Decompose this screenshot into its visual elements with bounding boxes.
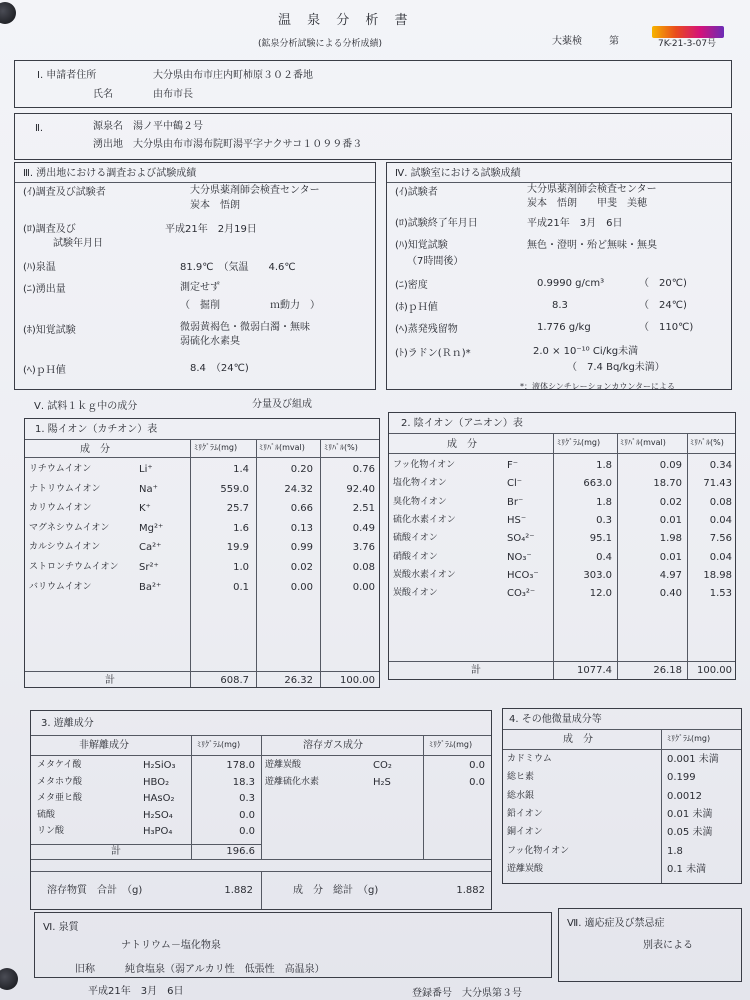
quality-value: ナトリウム－塩化物泉 bbox=[121, 940, 221, 951]
trace-value: 0.199 bbox=[667, 772, 696, 784]
cation-mval: 0.00 bbox=[290, 581, 313, 593]
anion-symbol: CO₃²⁻ bbox=[507, 588, 536, 600]
section-lab-tests bbox=[386, 162, 732, 390]
cation-total-mg: 608.7 bbox=[220, 675, 249, 686]
anion-mval: 4.97 bbox=[659, 569, 682, 581]
anion-name: 硫化水素イオン bbox=[393, 514, 456, 525]
free-h-gas-mg: ﾐﾘｸﾞﾗﾑ(mg) bbox=[429, 740, 473, 749]
cation-total-label: 計 bbox=[105, 675, 115, 686]
anion-total-mval: 26.18 bbox=[653, 665, 682, 676]
lab-tester-org: 大分県薬剤師会検査センター bbox=[527, 184, 657, 195]
lab-date: 平成21年 3月 6日 bbox=[527, 218, 623, 229]
cation-pct: 0.08 bbox=[352, 562, 375, 573]
section-field-tests bbox=[14, 162, 376, 390]
free-mg: 18.3 bbox=[232, 776, 255, 788]
cation-title: 1. 陽イオン（カチオン）表 bbox=[35, 424, 158, 435]
free-mg: 0.0 bbox=[239, 809, 255, 821]
anion-pct: 0.34 bbox=[709, 460, 732, 471]
anion-mval: 0.40 bbox=[659, 588, 682, 600]
free-symbol: H₂SiO₃ bbox=[143, 760, 176, 771]
applicant-name: 由布市長 bbox=[153, 89, 193, 100]
anion-mval: 0.01 bbox=[659, 514, 682, 526]
trace-value: 0.1 未満 bbox=[667, 863, 707, 875]
cation-symbol: Li⁺ bbox=[139, 464, 153, 475]
trace-name: フッ化物イオン bbox=[507, 845, 570, 856]
cation-mg: 25.7 bbox=[226, 503, 249, 515]
cation-total-pct: 100.00 bbox=[340, 675, 375, 686]
anion-pct: 71.43 bbox=[703, 478, 732, 490]
free-mg: 0.3 bbox=[239, 793, 255, 804]
indications-value: 別表による bbox=[643, 940, 693, 951]
pushpin-icon bbox=[0, 968, 18, 990]
trace-h-mg: ﾐﾘｸﾞﾗﾑ(mg) bbox=[667, 734, 711, 743]
cation-mval: 24.32 bbox=[284, 483, 313, 495]
free-mg: 0.0 bbox=[239, 826, 255, 837]
source-location: 大分県由布市湯布院町湯平字ナクサコ１０９９番３ bbox=[133, 139, 363, 150]
doc-title: 温 泉 分 析 書 bbox=[278, 13, 414, 28]
lab-sense-label: (ﾊ)知覚試験 bbox=[395, 240, 448, 251]
field-ph: 8.4 （24℃) bbox=[190, 363, 249, 374]
cation-pct: 2.51 bbox=[352, 503, 375, 515]
free-h-gas: 溶存ガス成分 bbox=[303, 740, 363, 751]
cation-pct: 0.49 bbox=[352, 522, 375, 534]
radon-note: *：液体シンチレーションカウンターによる bbox=[520, 382, 675, 391]
components-subtitle: 分量及び組成 bbox=[252, 399, 312, 410]
free-name: リン酸 bbox=[37, 826, 65, 836]
components-title: Ⅴ. 試料１ｋｇ中の成分 bbox=[34, 401, 138, 412]
anion-name: 臭化物イオン bbox=[393, 496, 447, 507]
cation-mval: 0.02 bbox=[290, 562, 313, 573]
lab-sense: 無色・澄明・殆ど無味・無臭 bbox=[527, 240, 657, 251]
cation-pct: 0.00 bbox=[352, 581, 375, 593]
anion-name: 塩化物イオン bbox=[393, 478, 447, 489]
cation-name: リチウムイオン bbox=[29, 464, 92, 474]
anion-name: 硫酸イオン bbox=[393, 533, 438, 544]
cation-mval: 0.99 bbox=[290, 542, 313, 554]
section-source bbox=[14, 113, 732, 160]
lab-tester-label: (ｲ)試験者 bbox=[395, 187, 438, 198]
anion-symbol: F⁻ bbox=[507, 460, 519, 471]
anion-mg: 0.3 bbox=[596, 514, 612, 526]
field-tester-name: 炭本 悟朗 bbox=[190, 200, 240, 211]
cation-mg: 1.4 bbox=[233, 464, 249, 475]
free-h-undissociated: 非解離成分 bbox=[79, 740, 129, 751]
lab-residue-label: (ﾍ)蒸発残留物 bbox=[395, 324, 458, 335]
cation-mval: 0.13 bbox=[290, 522, 313, 534]
cation-total-mval: 26.32 bbox=[284, 675, 313, 686]
anion-total-label: 計 bbox=[471, 665, 481, 676]
cation-pct: 92.40 bbox=[346, 483, 375, 495]
cation-h-pct: ﾐﾘﾊﾞﾙ(%) bbox=[324, 443, 358, 452]
free-symbol: H₃PO₄ bbox=[143, 826, 173, 837]
anion-mg: 1.8 bbox=[596, 460, 612, 471]
lab-density-label: (ﾆ)密度 bbox=[395, 280, 428, 291]
gas-mg: 0.0 bbox=[469, 760, 485, 771]
gas-name: 遊離炭酸 bbox=[265, 760, 302, 770]
anion-name: 炭酸水素イオン bbox=[393, 569, 456, 580]
field-flow-detail: （ 掘削 ｍ動力 ） bbox=[180, 300, 320, 311]
source-location-label: 湧出地 bbox=[93, 139, 123, 150]
lab-residue: 1.776 g/kg bbox=[537, 322, 591, 333]
cation-mg: 19.9 bbox=[226, 542, 249, 554]
trace-name: 遊離炭酸 bbox=[507, 863, 544, 874]
anion-mval: 0.02 bbox=[659, 496, 682, 508]
source-name-label: 源泉名 bbox=[93, 121, 123, 132]
cation-name: ナトリウムイオン bbox=[29, 483, 101, 494]
anion-symbol: HS⁻ bbox=[507, 514, 527, 526]
free-total: 196.6 bbox=[226, 846, 255, 857]
field-tests-title: Ⅲ. 湧出地における調査および試験成績 bbox=[23, 168, 197, 179]
anion-symbol: NO₃⁻ bbox=[507, 551, 532, 563]
cation-h-mg: ﾐﾘｸﾞﾗﾑ(mg) bbox=[194, 443, 238, 452]
cation-symbol: Ca²⁺ bbox=[139, 542, 162, 554]
applicant-label: Ⅰ. 申請者住所 bbox=[37, 70, 97, 81]
anion-symbol: Br⁻ bbox=[507, 496, 524, 508]
applicant-name-label: 氏名 bbox=[93, 89, 113, 100]
lab-ph-label: (ﾎ)ｐＨ値 bbox=[395, 302, 438, 313]
color-sticker bbox=[652, 26, 724, 38]
anion-h-mg: ﾐﾘｸﾞﾗﾑ(mg) bbox=[557, 438, 601, 447]
gas-symbol: CO₂ bbox=[373, 760, 392, 771]
free-name: メタ亜ヒ酸 bbox=[37, 793, 83, 803]
anion-mg: 12.0 bbox=[589, 588, 612, 600]
quality-old: 純食塩泉（弱アルカリ性 低張性 高温泉） bbox=[125, 964, 325, 975]
field-date-label2: 試験年月日 bbox=[53, 238, 103, 249]
cation-table bbox=[24, 418, 380, 688]
doc-dai: 第 bbox=[609, 36, 619, 47]
free-name: 硫酸 bbox=[37, 809, 56, 820]
cation-pct: 0.76 bbox=[352, 464, 375, 475]
cation-mg: 1.6 bbox=[233, 522, 249, 534]
cation-name: ストロンチウムイオン bbox=[29, 562, 119, 572]
free-name: メタホウ酸 bbox=[37, 776, 83, 787]
lab-density: 0.9990 g/cm³ bbox=[537, 278, 605, 289]
anion-symbol: SO₄²⁻ bbox=[507, 533, 535, 545]
anion-h-pct: ﾐﾘﾊﾞﾙ(%) bbox=[690, 438, 724, 447]
anion-pct: 18.98 bbox=[703, 569, 732, 581]
trace-name: 銅イオン bbox=[507, 827, 543, 838]
component-total: 1.882 bbox=[456, 885, 485, 896]
anion-name: 硝酸イオン bbox=[393, 551, 438, 562]
indications-label: Ⅶ. 適応症及び禁忌症 bbox=[567, 918, 665, 929]
lab-date-label: (ﾛ)試験終了年月日 bbox=[395, 218, 478, 229]
free-components-table bbox=[30, 710, 492, 910]
gas-name: 遊離硫化水素 bbox=[265, 776, 320, 787]
anion-pct: 1.53 bbox=[709, 588, 732, 600]
cation-mval: 0.66 bbox=[290, 503, 313, 515]
anion-table bbox=[388, 412, 736, 680]
cation-symbol: Mg²⁺ bbox=[139, 522, 164, 534]
source-name: 湯ノ平中鶴２号 bbox=[133, 121, 203, 132]
field-ph-label: (ﾍ)ｐＨ値 bbox=[23, 365, 66, 376]
anion-mval: 0.09 bbox=[659, 460, 682, 471]
field-temp-label: (ﾊ)泉温 bbox=[23, 262, 56, 273]
cation-h-name: 成 分 bbox=[80, 444, 110, 455]
field-sense-2: 弱硫化水素臭 bbox=[180, 336, 240, 347]
trace-h-name: 成 分 bbox=[563, 734, 593, 745]
field-flow-label: (ﾆ)湧出量 bbox=[23, 284, 66, 295]
anion-total-mg: 1077.4 bbox=[577, 665, 612, 676]
anion-name: フッ化物イオン bbox=[393, 460, 456, 470]
doc-subtitle: (鉱泉分析試験による分析成績) bbox=[258, 39, 383, 49]
anion-mg: 0.4 bbox=[596, 551, 612, 563]
field-sense: 微弱黄褐色・微弱白濁・無味 bbox=[180, 322, 310, 333]
cation-h-mval: ﾐﾘﾊﾞﾙ(mval) bbox=[259, 443, 305, 452]
cation-mval: 0.20 bbox=[290, 464, 313, 475]
anion-mg: 1.8 bbox=[596, 496, 612, 508]
trace-components-table bbox=[502, 708, 742, 884]
cation-symbol: Na⁺ bbox=[139, 483, 158, 495]
lab-tests-title: Ⅳ. 試験室における試験成績 bbox=[395, 168, 521, 179]
free-symbol: HBO₂ bbox=[143, 776, 170, 788]
cation-mg: 559.0 bbox=[220, 483, 249, 495]
anion-mval: 18.70 bbox=[653, 478, 682, 490]
trace-title: 4. その他微量成分等 bbox=[509, 714, 602, 725]
cation-symbol: Ba²⁺ bbox=[139, 581, 162, 593]
anion-h-name: 成 分 bbox=[447, 439, 477, 450]
cation-symbol: Sr²⁺ bbox=[139, 562, 159, 573]
anion-pct: 0.04 bbox=[709, 551, 732, 563]
trace-value: 0.001 未満 bbox=[667, 754, 719, 765]
cation-name: バリウムイオン bbox=[29, 581, 92, 592]
applicant-address: 大分県由布市庄内町柿原３０２番地 bbox=[153, 70, 313, 81]
lab-radon-2: （ 7.4 Bq/kg未満） bbox=[567, 362, 665, 373]
field-tester-label: (ｲ)調査及び試験者 bbox=[23, 187, 106, 198]
doc-number: 7K-21-3-07号 bbox=[658, 39, 717, 49]
trace-name: 総ヒ素 bbox=[507, 772, 535, 783]
dissolved-sum: 1.882 bbox=[224, 885, 253, 896]
cation-mg: 1.0 bbox=[233, 562, 249, 573]
free-symbol: HAsO₂ bbox=[143, 793, 175, 804]
section-spring-quality bbox=[34, 912, 552, 978]
anion-mg: 303.0 bbox=[583, 569, 612, 581]
trace-value: 0.0012 bbox=[667, 790, 702, 802]
anion-pct: 0.04 bbox=[709, 514, 732, 526]
free-title: 3. 遊離成分 bbox=[41, 718, 94, 729]
anion-mg: 95.1 bbox=[589, 533, 612, 545]
cation-mg: 0.1 bbox=[233, 581, 249, 593]
free-symbol: H₂SO₄ bbox=[143, 809, 173, 821]
dissolved-sum-label: 溶存物質 合計 （g) bbox=[47, 885, 143, 896]
cation-pct: 3.76 bbox=[352, 542, 375, 554]
anion-title: 2. 陰イオン（アニオン）表 bbox=[401, 418, 523, 429]
free-mg: 178.0 bbox=[226, 760, 255, 771]
field-temp: 81.9℃ （気温 4.6℃ bbox=[180, 262, 296, 273]
lab-sense-label2: （7時間後） bbox=[407, 256, 464, 267]
gas-mg: 0.0 bbox=[469, 776, 485, 788]
lab-ph-cond: （ 24℃) bbox=[639, 300, 687, 311]
trace-value: 0.05 未満 bbox=[667, 827, 713, 839]
field-flow: 測定せず bbox=[180, 282, 220, 293]
lab-residue-cond: （ 110℃) bbox=[639, 322, 694, 333]
lab-density-cond: （ 20℃) bbox=[639, 278, 687, 289]
lab-tester-names: 炭本 悟朗 甲斐 美穂 bbox=[527, 198, 647, 209]
trace-value: 1.8 bbox=[667, 845, 683, 857]
lab-ph: 8.3 bbox=[552, 300, 568, 311]
anion-symbol: HCO₃⁻ bbox=[507, 569, 539, 581]
doc-office: 大薬検 bbox=[552, 36, 582, 47]
quality-label: Ⅵ. 泉質 bbox=[43, 922, 79, 933]
anion-mval: 1.98 bbox=[659, 533, 682, 545]
gas-symbol: H₂S bbox=[373, 776, 391, 788]
anion-pct: 0.08 bbox=[709, 496, 732, 508]
component-total-label: 成 分 総計 （g) bbox=[293, 885, 379, 896]
cation-name: カリウムイオン bbox=[29, 503, 92, 514]
cation-name: マグネシウムイオン bbox=[29, 522, 110, 533]
free-h-mg: ﾐﾘｸﾞﾗﾑ(mg) bbox=[197, 740, 241, 749]
field-date-label: (ﾛ)調査及び bbox=[23, 224, 76, 235]
trace-name: カドミウム bbox=[507, 754, 552, 764]
anion-h-mval: ﾐﾘﾊﾞﾙ(mval) bbox=[620, 438, 666, 447]
quality-old-label: 旧称 bbox=[75, 964, 95, 975]
anion-name: 炭酸イオン bbox=[393, 588, 438, 599]
trace-name: 鉛イオン bbox=[507, 808, 543, 819]
trace-name: 総水銀 bbox=[507, 790, 535, 801]
section-applicant bbox=[14, 60, 732, 108]
trace-value: 0.01 未満 bbox=[667, 808, 713, 820]
free-total-label: 計 bbox=[111, 846, 121, 857]
anion-pct: 7.56 bbox=[709, 533, 732, 545]
anion-symbol: Cl⁻ bbox=[507, 478, 523, 490]
field-tester-org: 大分県薬剤師会検査センター bbox=[190, 185, 320, 196]
anion-total-pct: 100.00 bbox=[697, 665, 732, 676]
anion-mval: 0.01 bbox=[659, 551, 682, 563]
lab-radon-label: (ﾄ)ラドン(Ｒｎ)* bbox=[395, 348, 471, 359]
cation-symbol: K⁺ bbox=[139, 503, 151, 515]
pushpin-icon bbox=[0, 2, 16, 24]
cation-name: カルシウムイオン bbox=[29, 542, 101, 553]
free-name: メタケイ酸 bbox=[37, 760, 82, 770]
field-date: 平成21年 2月19日 bbox=[165, 224, 257, 235]
section-indications bbox=[558, 908, 742, 982]
footer-date: 平成21年 3月 6日 bbox=[88, 986, 184, 997]
anion-mg: 663.0 bbox=[583, 478, 612, 490]
footer-registration: 登録番号 大分県第３号 bbox=[412, 988, 522, 999]
field-sense-label: (ﾎ)知覚試験 bbox=[23, 325, 76, 336]
lab-radon: 2.0 × 10⁻¹⁰ Ci/kg未満 bbox=[533, 346, 639, 357]
source-section-label: Ⅱ. bbox=[35, 123, 44, 134]
